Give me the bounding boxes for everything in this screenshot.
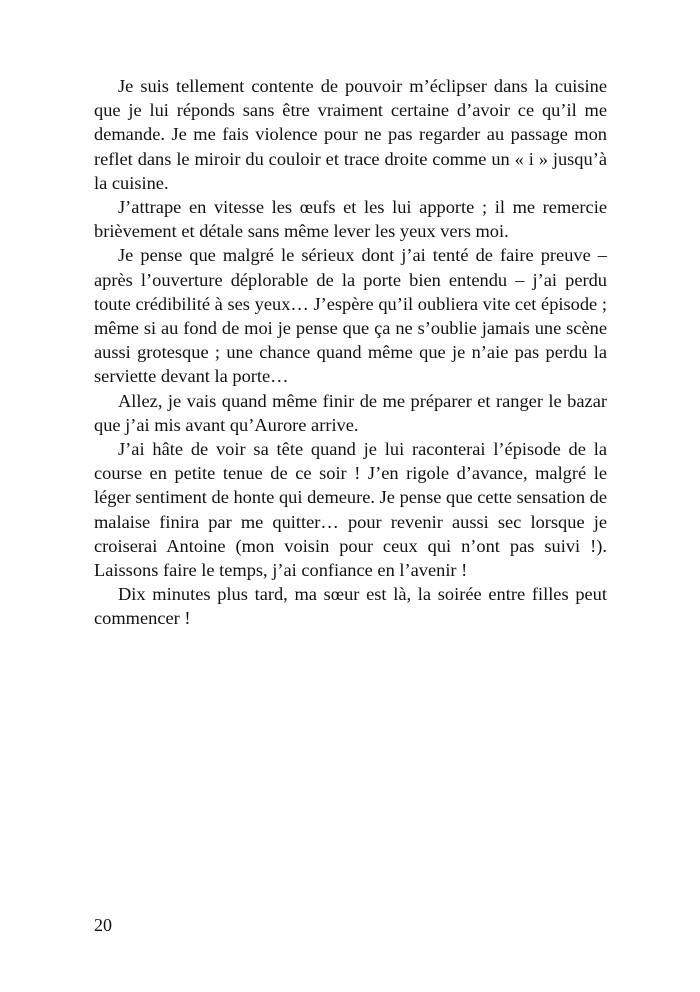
paragraph: Je suis tellement contente de pouvoir m’éclipser dans la cuisine que je lui réponds sans être vraiment certaine d’avoir ce qu’il me demande. Je me fais violence pour ne pas regarder au passage mon reflet dans le miroir du couloir et trace droite comme un « i » jusqu’à la cuisine. <box>94 76 607 193</box>
paragraph: Dix minutes plus tard, ma sœur est là, la soirée entre filles peut commencer ! <box>94 584 607 629</box>
paragraph: J’ai hâte de voir sa tête quand je lui raconterai l’épisode de la course en petite tenue de ce soir ! J’en rigole d’avance, malgré le léger sentiment de honte qui demeure. Je pense que cette sensation de malaise finira par me quitter… pour revenir aussi sec lorsque je croiserai Antoine (mon voisin pour ceux qui n’ont pas suivi !). Laissons faire le temps, j’ai confiance en l’avenir ! <box>94 439 607 581</box>
body-text <box>94 74 607 631</box>
paragraph: J’attrape en vitesse les œufs et les lui apporte ; il me remercie brièvement et détale sans même lever les yeux vers moi. <box>94 197 607 242</box>
paragraph: Allez, je vais quand même finir de me préparer et ranger le bazar que j’ai mis avant qu’Aurore arrive. <box>94 390 607 435</box>
paragraph: Je pense que malgré le sérieux dont j’ai tenté de faire preuve – après l’ouverture déplorable de la porte bien entendu – j’ai perdu toute crédibilité à ses yeux… J’espère qu’il oubliera vite cet épisode ; même si au fond de moi je pense que ça ne s’oublie jamais une scène aussi grotesque ; une chance quand même que je n’aie pas perdu la serviette devant la porte… <box>94 245 607 387</box>
page-number: 20 <box>94 915 112 935</box>
